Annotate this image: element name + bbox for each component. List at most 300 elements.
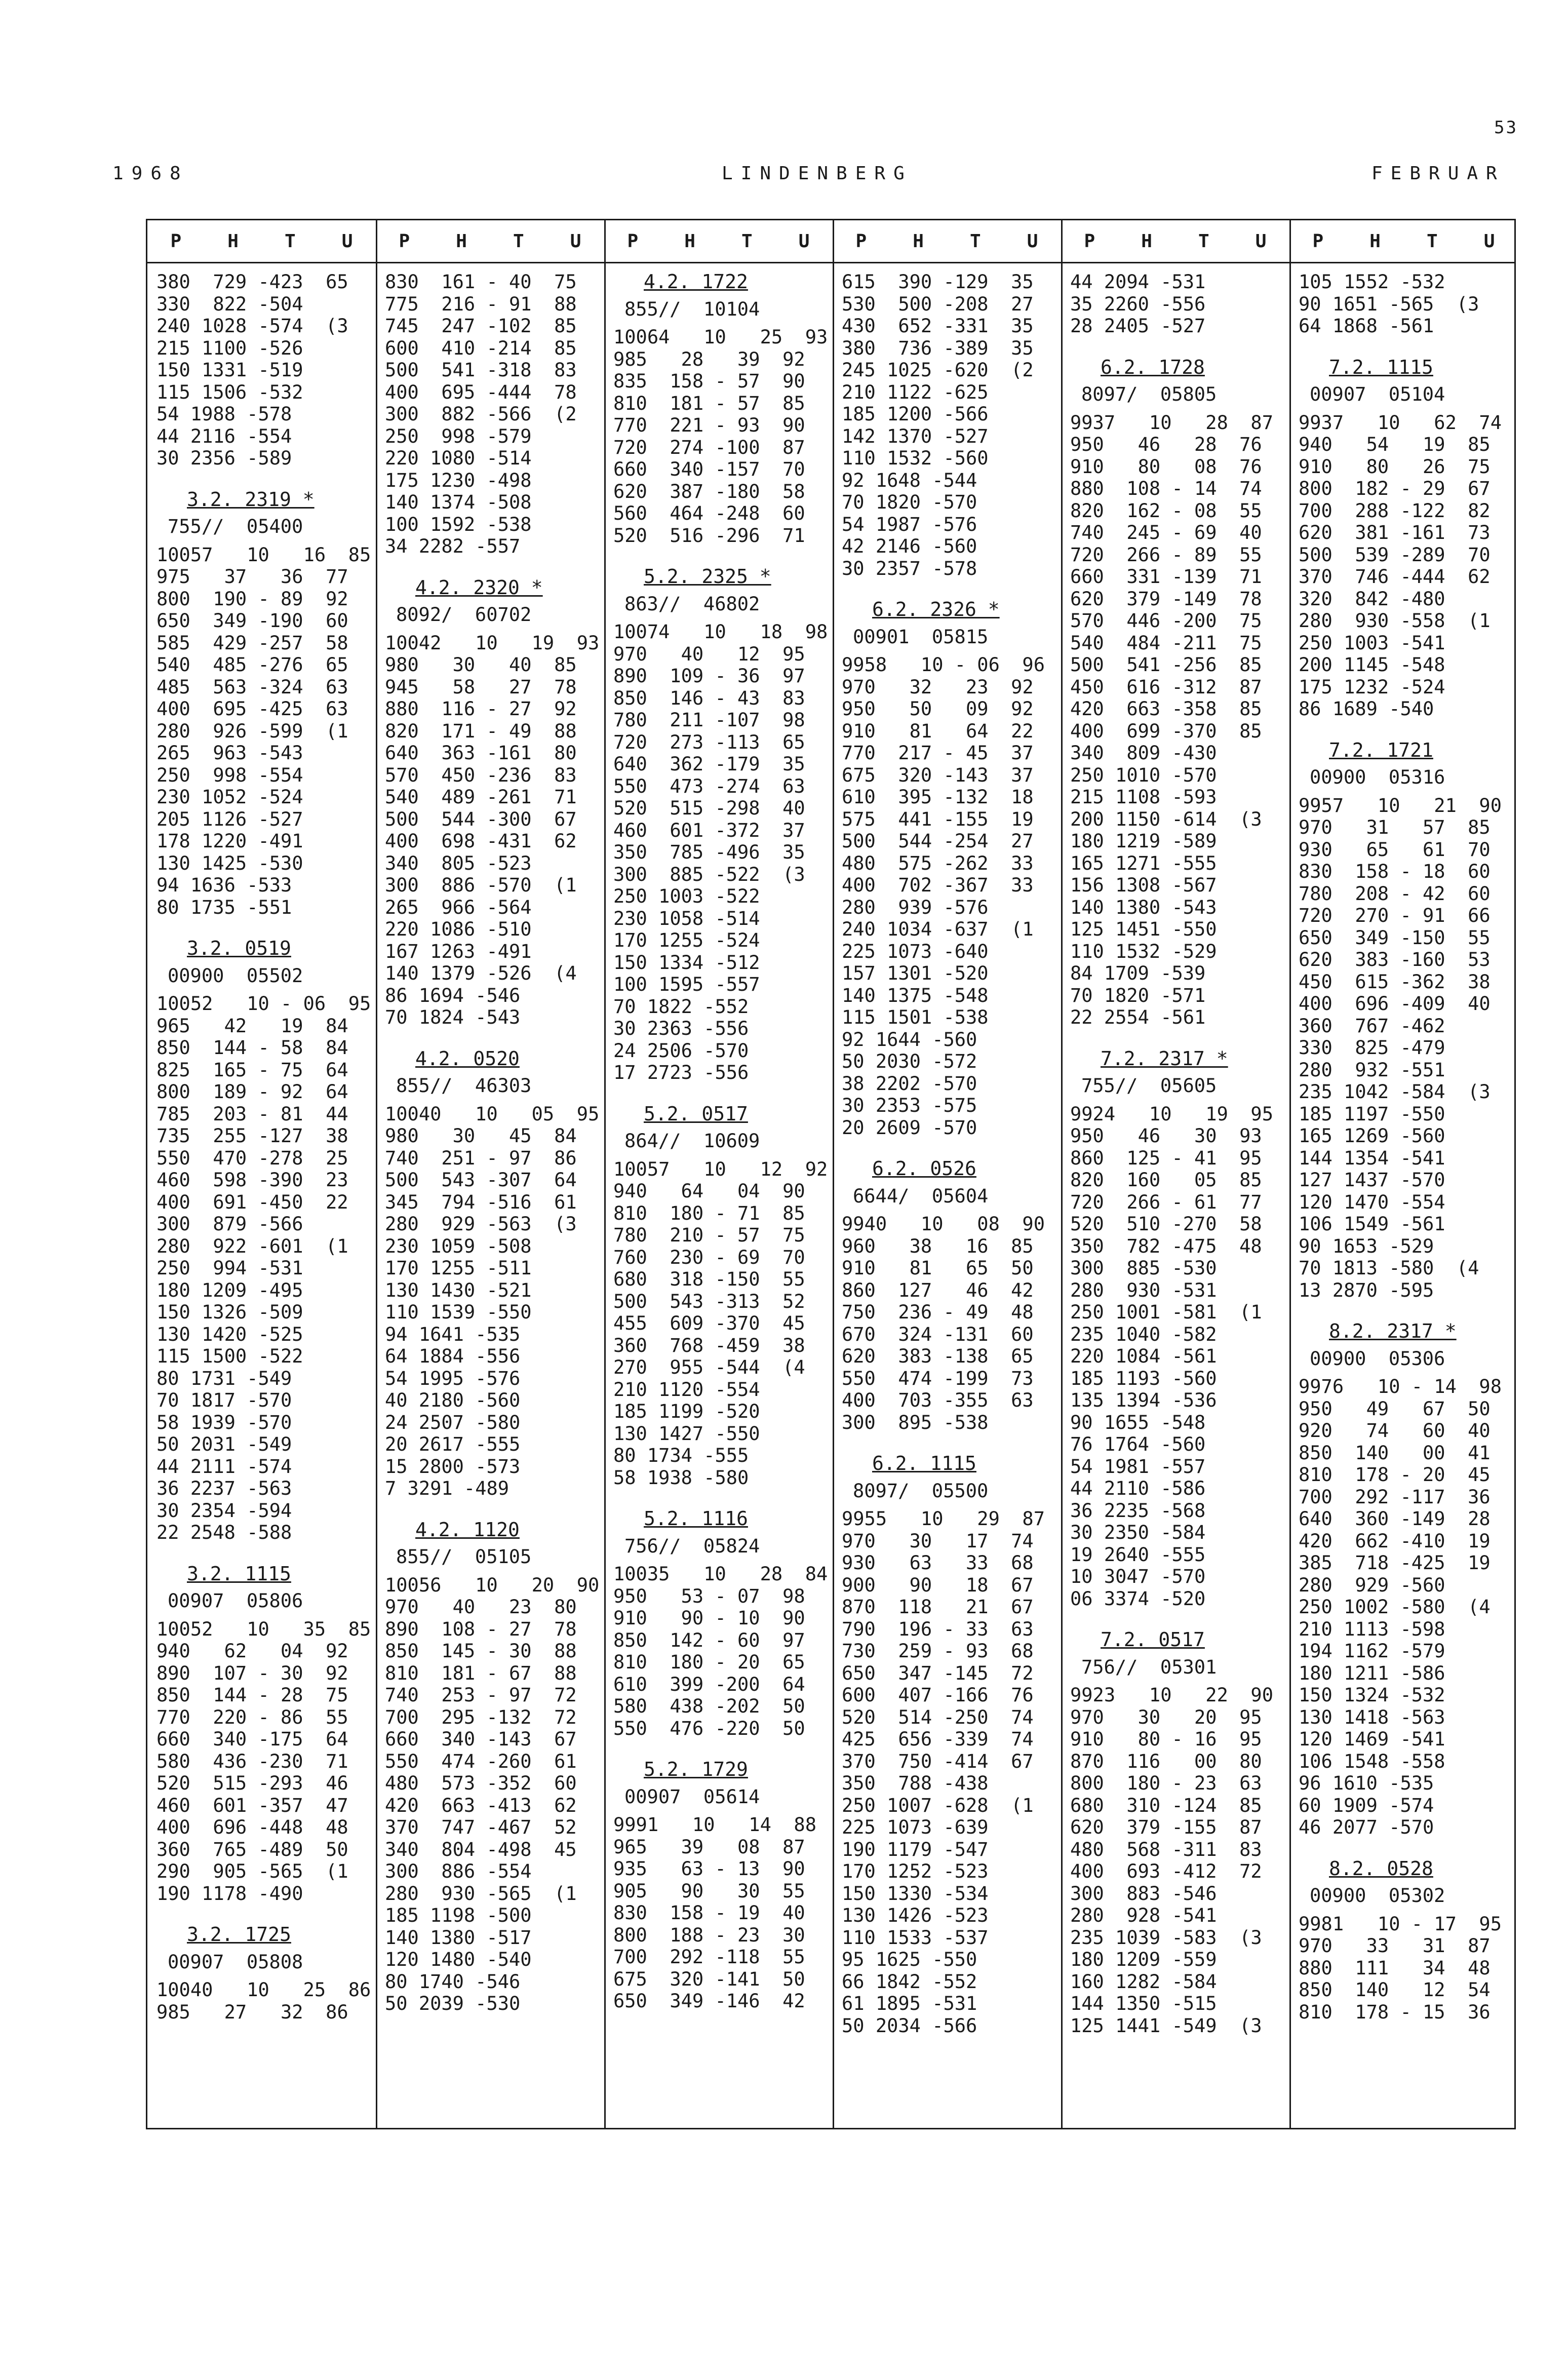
data-row: 44 2110 -586 — [1070, 1478, 1206, 1499]
data-column — [385, 271, 598, 2015]
data-row: 320 842 -480 — [1299, 588, 1445, 610]
data-row: 345 794 -516 61 — [385, 1191, 577, 1213]
data-row: 400 695 -425 63 — [156, 698, 348, 720]
data-row: 86 1689 -540 — [1299, 698, 1434, 720]
data-row: 660 340 -143 67 — [385, 1728, 577, 1750]
sounding-code: 756// 05301 — [1081, 1656, 1217, 1678]
data-row: 460 601 -372 37 — [613, 819, 805, 841]
data-row: 86 1694 -546 — [385, 984, 521, 1006]
data-row: 235 1040 -582 — [1070, 1323, 1217, 1345]
data-row: 35 2260 -556 — [1070, 293, 1206, 315]
data-row: 17 2723 -556 — [613, 1062, 749, 1083]
data-row: 36 2237 -563 — [156, 1478, 292, 1499]
column-header-label: U — [798, 230, 810, 252]
data-row: 110 1533 -537 — [842, 1926, 989, 1949]
data-row: 300 886 -554 — [385, 1860, 532, 1882]
data-row: 820 160 05 85 — [1070, 1169, 1262, 1191]
data-row: 9991 10 14 88 — [613, 1814, 816, 1836]
data-row: 675 320 -141 50 — [613, 1968, 805, 1990]
data-row: 94 1636 -533 — [156, 874, 292, 896]
data-row: 42 2146 -560 — [842, 535, 977, 557]
data-row: 120 1470 -554 — [1299, 1191, 1445, 1213]
sounding-table — [146, 219, 1516, 2129]
column-header-label: H — [913, 230, 924, 252]
column-header — [376, 220, 604, 262]
data-row: 400 691 -450 22 — [156, 1191, 348, 1213]
sounding-code: 00907 05806 — [168, 1590, 303, 1612]
data-row: 10040 10 05 95 — [385, 1103, 600, 1125]
data-row: 280 939 -576 — [842, 896, 989, 918]
sounding-code: 00901 05815 — [853, 626, 989, 648]
column-header-label: U — [570, 230, 581, 252]
data-row: 975 37 36 77 — [156, 566, 348, 588]
data-row: 185 1198 -500 — [385, 1905, 532, 1926]
data-row: 500 543 -307 64 — [385, 1169, 577, 1191]
data-row: 950 50 09 92 — [842, 698, 1034, 720]
data-row: 210 1120 -554 — [613, 1378, 760, 1401]
data-row: 820 162 - 08 55 — [1070, 499, 1262, 522]
data-row: 785 203 - 81 44 — [156, 1103, 348, 1125]
sounding-title: 7.2. 2317 * — [1101, 1047, 1228, 1070]
column-header-label: T — [1427, 230, 1438, 252]
data-row: 230 1059 -508 — [385, 1235, 532, 1257]
data-row: 9955 10 29 87 — [842, 1508, 1045, 1530]
data-row: 660 340 -157 70 — [613, 458, 805, 480]
data-row: 110 1539 -550 — [385, 1301, 532, 1323]
data-row: 185 1193 -560 — [1070, 1367, 1217, 1389]
data-row: 950 46 28 76 — [1070, 434, 1262, 455]
data-row: 170 1255 -524 — [613, 929, 760, 951]
data-row: 50 2030 -572 — [842, 1051, 977, 1072]
data-row: 30 2353 -575 — [842, 1095, 977, 1116]
data-row: 370 750 -414 67 — [842, 1750, 1034, 1772]
data-row: 385 718 -425 19 — [1299, 1552, 1491, 1574]
data-row: 620 381 -161 73 — [1299, 522, 1491, 543]
data-row: 360 765 -489 50 — [156, 1838, 348, 1860]
data-row: 810 181 - 57 85 — [613, 392, 805, 414]
data-row: 19 2640 -555 — [1070, 1543, 1206, 1566]
data-row: 280 932 -551 — [1299, 1059, 1445, 1081]
data-row: 760 230 - 69 70 — [613, 1246, 805, 1268]
data-row: 10035 10 28 84 — [613, 1563, 828, 1585]
column-header-label: T — [1198, 230, 1209, 252]
data-row: 215 1108 -593 — [1070, 786, 1217, 808]
column-header-label: H — [1369, 230, 1381, 252]
data-row: 330 825 -479 — [1299, 1037, 1445, 1059]
data-row: 970 32 23 92 — [842, 676, 1034, 698]
data-row: 770 221 - 93 90 — [613, 414, 805, 436]
column-header — [1061, 220, 1289, 262]
data-row: 60 1909 -574 — [1299, 1794, 1434, 1816]
data-row: 215 1100 -526 — [156, 337, 303, 359]
data-row: 300 879 -566 — [156, 1213, 303, 1235]
data-row: 970 30 20 95 — [1070, 1706, 1262, 1728]
data-row: 620 379 -155 87 — [1070, 1816, 1262, 1838]
data-row: 84 1709 -539 — [1070, 962, 1206, 984]
data-row: 850 146 - 43 83 — [613, 687, 805, 709]
data-row: 730 259 - 93 68 — [842, 1640, 1034, 1662]
data-row: 520 515 -293 46 — [156, 1772, 348, 1794]
data-row: 640 362 -179 35 — [613, 753, 805, 775]
data-row: 185 1197 -550 — [1299, 1103, 1445, 1125]
data-row: 106 1548 -558 — [1299, 1750, 1445, 1772]
data-row: 280 928 -541 — [1070, 1905, 1217, 1926]
data-row: 950 46 30 93 — [1070, 1125, 1262, 1147]
data-row: 100 1595 -557 — [613, 974, 760, 995]
data-row: 850 140 00 41 — [1299, 1442, 1491, 1464]
data-row: 144 1354 -541 — [1299, 1147, 1445, 1169]
sounding-title: 6.2. 2326 * — [872, 598, 1000, 620]
column-header-label: U — [1483, 230, 1495, 252]
data-row: 240 1034 -637 (1 — [842, 918, 1034, 940]
sounding-code: 00907 05614 — [624, 1785, 760, 1808]
data-row: 720 266 - 89 55 — [1070, 543, 1262, 566]
data-row: 850 140 12 54 — [1299, 1979, 1491, 2001]
data-row: 96 1610 -535 — [1299, 1772, 1434, 1794]
data-row: 175 1230 -498 — [385, 469, 532, 491]
data-row: 140 1375 -548 — [842, 984, 989, 1006]
data-row: 610 395 -132 18 — [842, 786, 1034, 808]
data-row: 870 116 00 80 — [1070, 1750, 1262, 1772]
sounding-code: 00900 05316 — [1310, 766, 1445, 788]
data-row: 150 1334 -512 — [613, 951, 760, 974]
column-header-label: P — [627, 230, 639, 252]
data-row: 940 64 04 90 — [613, 1180, 805, 1202]
sounding-title: 5.2. 1729 — [644, 1758, 748, 1780]
sounding-title: 3.2. 1725 — [187, 1923, 291, 1946]
data-row: 06 3374 -520 — [1070, 1587, 1206, 1610]
data-row: 530 500 -208 27 — [842, 293, 1034, 315]
data-row: 750 236 - 49 48 — [842, 1301, 1034, 1323]
data-row: 280 930 -565 (1 — [385, 1882, 577, 1905]
sounding-code: 00907 05104 — [1310, 383, 1445, 405]
data-row: 50 2031 -549 — [156, 1433, 292, 1455]
page-number: 53 — [1494, 118, 1518, 138]
data-row: 910 80 08 76 — [1070, 455, 1262, 478]
data-row: 950 49 67 50 — [1299, 1397, 1491, 1420]
data-row: 250 1007 -628 (1 — [842, 1794, 1034, 1816]
data-row: 135 1394 -536 — [1070, 1389, 1217, 1411]
data-row: 300 883 -546 — [1070, 1882, 1217, 1905]
data-row: 94 1641 -535 — [385, 1323, 521, 1345]
data-row: 740 245 - 69 40 — [1070, 522, 1262, 543]
data-row: 36 2235 -568 — [1070, 1499, 1206, 1522]
data-row: 140 1380 -517 — [385, 1926, 532, 1949]
data-row: 550 474 -199 73 — [842, 1367, 1034, 1389]
data-row: 9976 10 - 14 98 — [1299, 1376, 1502, 1397]
column-header — [604, 220, 833, 262]
data-row: 10056 10 20 90 — [385, 1574, 600, 1596]
data-row: 800 182 - 29 67 — [1299, 478, 1491, 499]
data-row: 570 450 -236 83 — [385, 764, 577, 786]
data-row: 13 2870 -595 — [1299, 1279, 1434, 1301]
data-row: 400 702 -367 33 — [842, 874, 1034, 896]
data-row: 400 695 -444 78 — [385, 381, 577, 403]
sounding-title: 6.2. 1115 — [872, 1452, 976, 1474]
data-row: 370 746 -444 62 — [1299, 566, 1491, 588]
data-row: 265 963 -543 — [156, 742, 303, 764]
data-row: 230 1052 -524 — [156, 786, 303, 808]
data-row: 280 930 -531 — [1070, 1279, 1217, 1301]
sounding-code: 756// 05824 — [624, 1535, 760, 1557]
data-row: 650 349 -146 42 — [613, 1990, 805, 2012]
data-row: 24 2506 -570 — [613, 1039, 749, 1062]
data-row: 160 1282 -584 — [1070, 1970, 1217, 1993]
data-row: 835 158 - 57 90 — [613, 370, 805, 392]
data-row: 142 1370 -527 — [842, 425, 989, 447]
data-row: 185 1199 -520 — [613, 1401, 760, 1422]
data-row: 80 1735 -551 — [156, 896, 292, 918]
data-row: 22 2548 -588 — [156, 1522, 292, 1543]
data-row: 970 30 17 74 — [842, 1530, 1034, 1552]
column-rule — [1289, 220, 1291, 2128]
data-row: 745 247 -102 85 — [385, 315, 577, 337]
data-row: 965 39 08 87 — [613, 1836, 805, 1858]
data-row: 130 1425 -530 — [156, 852, 303, 874]
data-row: 140 1374 -508 — [385, 491, 532, 513]
data-row: 70 1813 -580 (4 — [1299, 1257, 1479, 1279]
data-row: 205 1126 -527 — [156, 808, 303, 830]
data-row: 225 1073 -640 — [842, 940, 989, 962]
data-row: 800 190 - 89 92 — [156, 588, 348, 610]
data-row: 140 1380 -543 — [1070, 896, 1217, 918]
data-row: 960 38 16 85 — [842, 1235, 1034, 1257]
data-row: 400 698 -431 62 — [385, 830, 577, 852]
data-row: 540 489 -261 71 — [385, 786, 577, 808]
data-row: 64 1868 -561 — [1299, 315, 1434, 337]
column-header-label: T — [285, 230, 296, 252]
data-row: 30 2350 -584 — [1070, 1522, 1206, 1543]
data-row: 90 1651 -565 (3 — [1299, 293, 1479, 315]
column-header-label: P — [399, 230, 410, 252]
data-row: 200 1145 -548 — [1299, 654, 1445, 676]
column-header-label: U — [1255, 230, 1267, 252]
data-row: 28 2405 -527 — [1070, 315, 1206, 337]
sounding-code: 8097/ 05500 — [853, 1480, 989, 1502]
column-rule — [1061, 220, 1063, 2128]
sounding-title: 8.2. 2317 * — [1329, 1320, 1457, 1342]
data-row: 70 1822 -552 — [613, 995, 749, 1018]
sounding-title: 4.2. 2320 * — [415, 576, 543, 599]
column-header — [1289, 220, 1518, 262]
data-row: 600 410 -214 85 — [385, 337, 577, 359]
data-row: 115 1506 -532 — [156, 381, 303, 403]
data-row: 540 485 -276 65 — [156, 654, 348, 676]
data-row: 620 379 -149 78 — [1070, 588, 1262, 610]
data-row: 9937 10 28 87 — [1070, 411, 1273, 434]
data-row: 44 2094 -531 — [1070, 271, 1206, 293]
data-row: 980 30 45 84 — [385, 1125, 577, 1147]
data-row: 700 292 -118 55 — [613, 1946, 805, 1968]
data-row: 300 885 -522 (3 — [613, 863, 805, 885]
data-row: 210 1113 -598 — [1299, 1618, 1445, 1640]
data-row: 165 1271 -555 — [1070, 852, 1217, 874]
data-row: 9937 10 62 74 — [1299, 411, 1502, 434]
data-row: 700 295 -132 72 — [385, 1706, 577, 1728]
data-row: 38 2202 -570 — [842, 1072, 977, 1095]
data-row: 930 65 61 70 — [1299, 838, 1491, 861]
data-row: 30 2354 -594 — [156, 1499, 292, 1522]
data-row: 150 1326 -509 — [156, 1301, 303, 1323]
data-column — [613, 271, 827, 2012]
data-row: 550 474 -260 61 — [385, 1750, 577, 1772]
data-row: 810 178 - 15 36 — [1299, 2001, 1491, 2023]
data-row: 125 1451 -550 — [1070, 918, 1217, 940]
data-row: 970 33 31 87 — [1299, 1935, 1491, 1957]
data-row: 800 180 - 23 63 — [1070, 1772, 1262, 1794]
data-row: 130 1427 -550 — [613, 1422, 760, 1445]
data-row: 850 145 - 30 88 — [385, 1640, 577, 1662]
column-header-label: P — [855, 230, 867, 252]
data-row: 80 1731 -549 — [156, 1367, 292, 1389]
data-row: 225 1073 -639 — [842, 1816, 989, 1838]
data-row: 105 1552 -532 — [1299, 271, 1445, 293]
data-row: 560 464 -248 60 — [613, 502, 805, 524]
sounding-title: 6.2. 0526 — [872, 1157, 976, 1180]
data-row: 64 1884 -556 — [385, 1345, 521, 1367]
data-row: 190 1179 -547 — [842, 1838, 989, 1860]
sounding-code: 8097/ 05805 — [1081, 383, 1217, 405]
data-row: 10 3047 -570 — [1070, 1566, 1206, 1587]
data-row: 290 905 -565 (1 — [156, 1860, 348, 1882]
data-row: 950 53 - 07 98 — [613, 1585, 805, 1607]
data-row: 800 189 - 92 64 — [156, 1081, 348, 1103]
data-row: 194 1162 -579 — [1299, 1640, 1445, 1662]
data-row: 58 1938 -580 — [613, 1466, 749, 1489]
data-row: 520 510 -270 58 — [1070, 1213, 1262, 1235]
data-row: 810 180 - 71 85 — [613, 1202, 805, 1224]
data-row: 120 1480 -540 — [385, 1949, 532, 1970]
data-row: 910 90 - 10 90 — [613, 1607, 805, 1629]
data-row: 54 1995 -576 — [385, 1367, 521, 1389]
data-row: 650 349 -190 60 — [156, 610, 348, 632]
data-row: 680 318 -150 55 — [613, 1268, 805, 1290]
data-row: 965 42 19 84 — [156, 1015, 348, 1037]
data-row: 92 1644 -560 — [842, 1028, 977, 1051]
column-rule — [833, 220, 834, 2128]
data-row: 380 736 -389 35 — [842, 337, 1034, 359]
data-row: 300 886 -570 (1 — [385, 874, 577, 896]
data-row: 190 1178 -490 — [156, 1882, 303, 1905]
data-row: 360 768 -459 38 — [613, 1334, 805, 1356]
data-row: 600 407 -166 76 — [842, 1684, 1034, 1706]
column-header-label: H — [1141, 230, 1152, 252]
data-row: 910 81 64 22 — [842, 720, 1034, 742]
data-row: 10052 10 35 85 — [156, 1618, 371, 1640]
data-row: 520 515 -298 40 — [613, 797, 805, 819]
data-row: 150 1330 -534 — [842, 1882, 989, 1905]
data-row: 270 955 -544 (4 — [613, 1356, 805, 1378]
data-row: 50 2034 -566 — [842, 2014, 977, 2037]
column-rule — [604, 220, 606, 2128]
data-row: 620 383 -160 53 — [1299, 949, 1491, 970]
data-row: 500 544 -254 27 — [842, 830, 1034, 852]
data-row: 860 127 46 42 — [842, 1279, 1034, 1301]
data-row: 480 575 -262 33 — [842, 852, 1034, 874]
data-row: 780 211 -107 98 — [613, 709, 805, 731]
data-row: 330 822 -504 — [156, 293, 303, 315]
data-row: 80 1740 -546 — [385, 1970, 521, 1993]
sounding-code: 755// 05605 — [1081, 1075, 1217, 1097]
data-row: 300 885 -530 — [1070, 1257, 1217, 1279]
data-row: 280 926 -599 (1 — [156, 720, 348, 742]
data-row: 720 266 - 61 77 — [1070, 1191, 1262, 1213]
sounding-code: 855// 46303 — [396, 1075, 532, 1097]
data-row: 106 1549 -561 — [1299, 1213, 1445, 1235]
data-row: 520 516 -296 71 — [613, 524, 805, 547]
data-row: 22 2554 -561 — [1070, 1006, 1206, 1028]
data-row: 830 158 - 18 60 — [1299, 861, 1491, 882]
data-row: 9923 10 22 90 — [1070, 1684, 1273, 1706]
data-row: 940 54 19 85 — [1299, 434, 1491, 455]
data-row: 220 1084 -561 — [1070, 1345, 1217, 1367]
sounding-title: 7.2. 1115 — [1329, 356, 1433, 378]
data-row: 10040 10 25 86 — [156, 1979, 371, 2001]
data-row: 76 1764 -560 — [1070, 1433, 1206, 1455]
data-row: 10064 10 25 93 — [613, 326, 828, 348]
data-row: 380 729 -423 65 — [156, 271, 348, 293]
data-row: 110 1532 -529 — [1070, 940, 1217, 962]
data-row: 9957 10 21 90 — [1299, 794, 1502, 817]
data-row: 9981 10 - 17 95 — [1299, 1913, 1502, 1935]
sounding-title: 5.2. 2325 * — [644, 565, 771, 588]
data-row: 150 1331 -519 — [156, 359, 303, 381]
data-row: 980 30 40 85 — [385, 654, 577, 676]
data-row: 156 1308 -567 — [1070, 874, 1217, 896]
data-row: 180 1209 -559 — [1070, 1949, 1217, 1970]
data-row: 340 804 -498 45 — [385, 1838, 577, 1860]
data-row: 300 895 -538 — [842, 1411, 989, 1433]
data-row: 620 387 -180 58 — [613, 480, 805, 502]
data-row: 905 90 30 55 — [613, 1880, 805, 1902]
data-row: 280 922 -601 (1 — [156, 1235, 348, 1257]
data-row: 144 1350 -515 — [1070, 1993, 1217, 2014]
data-row: 580 438 -202 50 — [613, 1695, 805, 1717]
data-row: 340 805 -523 — [385, 852, 532, 874]
data-row: 350 785 -496 35 — [613, 841, 805, 863]
data-row: 300 882 -566 (2 — [385, 403, 577, 425]
data-row: 930 63 33 68 — [842, 1552, 1034, 1574]
data-row: 825 165 - 75 64 — [156, 1059, 348, 1081]
data-row: 170 1255 -511 — [385, 1257, 532, 1279]
data-row: 130 1420 -525 — [156, 1323, 303, 1345]
data-row: 250 1003 -541 — [1299, 632, 1445, 654]
data-row: 420 663 -358 85 — [1070, 698, 1262, 720]
sounding-title: 5.2. 0517 — [644, 1102, 748, 1125]
column-header-label: P — [1312, 230, 1324, 252]
data-row: 910 80 - 16 95 — [1070, 1728, 1262, 1750]
data-row: 10042 10 19 93 — [385, 632, 600, 654]
data-row: 30 2363 -556 — [613, 1018, 749, 1039]
data-row: 70 1817 -570 — [156, 1389, 292, 1411]
data-row: 165 1269 -560 — [1299, 1125, 1445, 1147]
sounding-code: 00900 05502 — [168, 964, 303, 987]
column-header-label: U — [341, 230, 353, 252]
data-row: 970 40 23 80 — [385, 1596, 577, 1618]
data-row: 245 1025 -620 (2 — [842, 359, 1034, 381]
data-row: 770 217 - 45 37 — [842, 742, 1034, 764]
data-row: 240 1028 -574 (3 — [156, 315, 348, 337]
sounding-code: 863// 46802 — [624, 593, 760, 615]
data-row: 455 609 -370 45 — [613, 1312, 805, 1334]
data-row: 20 2617 -555 — [385, 1433, 521, 1455]
data-row: 430 652 -331 35 — [842, 315, 1034, 337]
data-row: 9940 10 08 90 — [842, 1213, 1045, 1235]
data-row: 280 929 -560 — [1299, 1574, 1445, 1596]
data-row: 95 1625 -550 — [842, 1949, 977, 1970]
data-row: 640 360 -149 28 — [1299, 1508, 1491, 1530]
data-row: 340 809 -430 — [1070, 742, 1217, 764]
